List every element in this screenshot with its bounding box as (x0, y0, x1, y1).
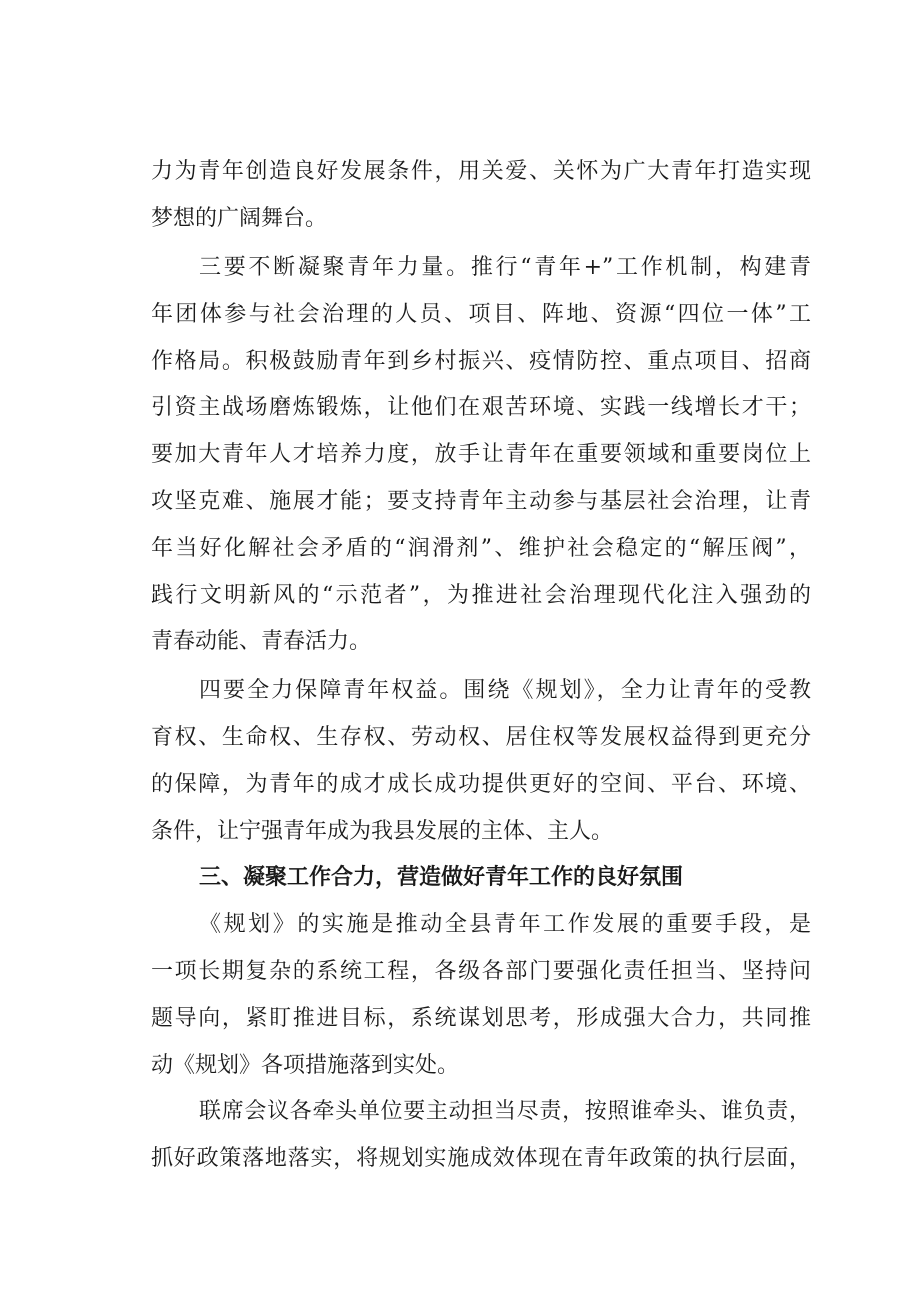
text-line: 青春动能、青春活力。 (151, 629, 372, 654)
text-line: 题导向，紧盯推进目标，系统谋划思考，形成强大合力，共同推 (151, 1006, 811, 1031)
text-line: 动《规划》各项措施落到实处。 (151, 1053, 460, 1078)
text-line: 年团体参与社会治理的人员、项目、阵地、资源“四位一体”工 (151, 302, 811, 327)
text-line: 攻坚克难、施展才能；要支持青年主动参与基层社会治理，让青 (151, 489, 811, 514)
text-line: 践行文明新风的“示范者”，为推进社会治理现代化注入强劲的 (151, 583, 811, 608)
paragraph-first-line: 联席会议各牵头单位要主动担当尽责，按照谁牵头、谁负责， (199, 1099, 811, 1124)
text-line: 梦想的广阔舞台。 (151, 206, 328, 231)
text-line: 条件，让宁强青年成为我县发展的主体、主人。 (151, 819, 614, 844)
text-line: 力为青年创造良好发展条件，用关爱、关怀为广大青年打造实现 (151, 159, 811, 184)
text-line: 育权、生命权、生存权、劳动权、居住权等发展权益得到更充分 (151, 725, 811, 750)
text-line: 一项长期复杂的系统工程，各级各部门要强化责任担当、坚持问 (151, 959, 811, 984)
text-line: 引资主战场磨炼锻炼，让他们在艰苦环境、实践一线增长才干； (151, 395, 811, 420)
text-line: 年当好化解社会矛盾的“润滑剂”、维护社会稳定的“解压阀”， (151, 536, 811, 561)
text-line: 要加大青年人才培养力度，放手让青年在重要领域和重要岗位上 (151, 442, 811, 467)
paragraph-first-line: 四要全力保障青年权益。围绕《规划》，全力让青年的受教 (199, 678, 811, 703)
text-line: 抓好政策落地落实，将规划实施成效体现在青年政策的执行层面， (151, 1146, 811, 1171)
paragraph-first-line: 三要不断凝聚青年力量。推行“青年+”工作机制，构建青 (199, 255, 811, 280)
text-line: 作格局。积极鼓励青年到乡村振兴、疫情防控、重点项目、招商 (151, 349, 811, 374)
text-line: 的保障，为青年的成才成长成功提供更好的空间、平台、环境、 (151, 772, 811, 797)
section-heading: 三、凝聚工作合力，营造做好青年工作的良好氛围 (199, 865, 684, 890)
paragraph-first-line: 《规划》的实施是推动全县青年工作发展的重要手段，是 (199, 912, 811, 937)
